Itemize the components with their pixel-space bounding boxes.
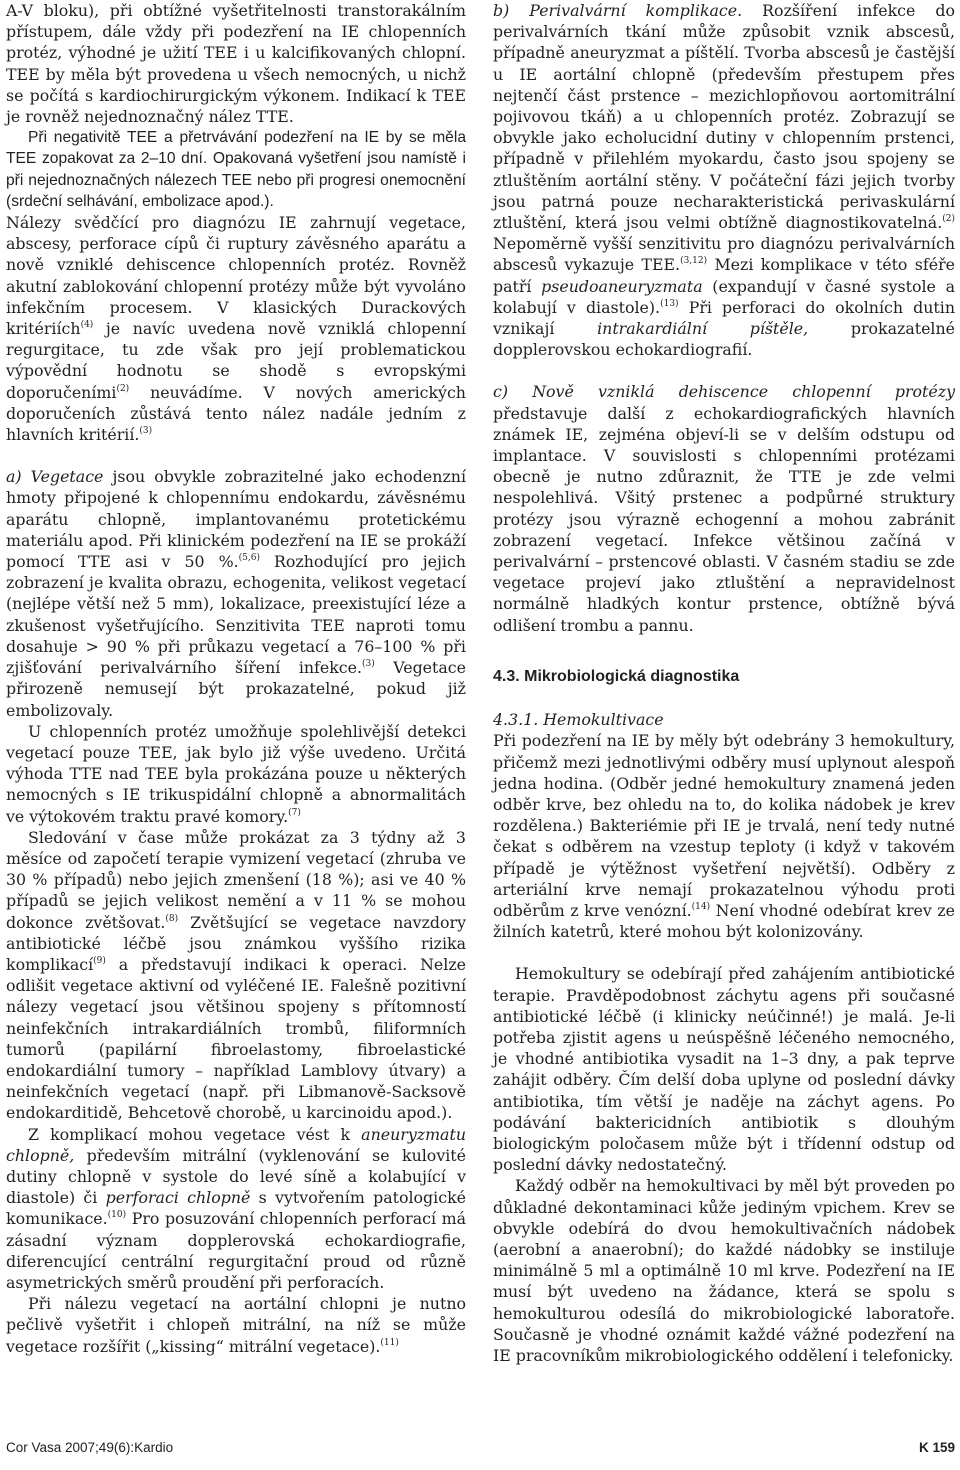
text: Vegetace přirozeně nemusejí být prokazatelné, pokud již embolizovaly.	[6, 658, 466, 720]
citation: (9)	[93, 955, 106, 966]
text: Každý odběr na hemokultivaci by měl být proveden po důkladné dekontaminaci kůže jediným vpichem. Krev se obvykle odebírá do dvou hemokultivačních nádobek (aerobní a anaerobní); do každé nádobky se instiluje minimálně 5 ml a optimálně 10 ml krve. Podezření na IE musí být uvedeno na žádance, která se spolu s hemokulturou odesílá do mikrobiologické laboratoře. Současně je vhodné oznámit každé vážné podezření na IE pracovníkům mikrobiologického oddělení i telefonicky.	[493, 1176, 955, 1365]
section-label: c) Nově vzniklá dehiscence chlopenní protézy	[493, 382, 955, 402]
page-number: K 159	[918, 1440, 955, 1455]
text: Mezi komplikace v této sféře patří	[493, 255, 956, 296]
citation: (11)	[380, 1337, 399, 1348]
emphasis: perforaci chlopně	[105, 1188, 251, 1208]
paragraph	[493, 1175, 955, 1366]
left-column	[6, 0, 466, 1357]
paragraph	[6, 127, 466, 212]
paragraph	[493, 381, 955, 635]
paragraph	[6, 1124, 466, 1294]
emphasis: pseudoaneuryzmata	[541, 276, 703, 296]
text: představuje další z echokardiografických hlavních známek IE, zejména objeví-li se v delším odstupu od implantace. V souvislosti s chlopenními protézami obecně je nutno zdůraznit, že TTE je zde velmi nespolehlivá. Všitý prstenec a podpůrné struktury protézy jsou výrazně echogenní a mohou zabránit zobrazení vegetací. Infekce většinou začíná v perivalvární – prstencové oblasti. V časném stadiu se zde vegetace projeví jako ztluštění a nepravidelnost normálně hladkých kontur prstence, obtížně bývá odlišení trombu a pannu.	[493, 403, 955, 635]
paragraph	[493, 730, 955, 942]
paragraph	[493, 963, 955, 1175]
paragraph	[6, 827, 466, 1124]
text: Při nálezu vegetací na aortální chlopni je nutno pečlivě vyšetřit i chlopeň mitrální, na níž se může vegetace rozšířit („kissing“ mitrální vegetace).	[6, 1294, 466, 1356]
text: (expandují v časné systole a kolabují v diastole).	[493, 276, 955, 317]
citation: (5,6)	[238, 553, 260, 564]
text: jsou obvykle zobrazitelné jako echodenzní hmoty připojené k chlopennímu endokardu, závěsnému aparátu chlopně, implantovanému protetickému materiálu apod. Při klinickém podezření na IE se prokáží pomocí TTE asi v 50 %.	[6, 467, 466, 572]
subsection-heading: 4.3.1. Hemokultivace	[493, 710, 664, 730]
paragraph	[6, 1293, 466, 1357]
text: a představují indikaci k operaci. Nelze odlišit vegetace aktivní od vyléčené IE. Falešně pozitivní nálezy vegetací jsou většinou spojeny s přítomností neinfekčních intrakardiálních trombů, filiformních tumorů (papilární fibroelastomy, fibroelastické endokardiální tumory – například Lamblovy útvary) a neinfekčních vegetací (např. při Libmanově-Sacksově endokarditidě, Behcetově chorobě, u karcinoidu apod.).	[6, 954, 466, 1123]
page-footer	[6, 1440, 955, 1460]
section-label: a) Vegetace	[6, 467, 104, 487]
text: Rozhodující pro jejich zobrazení je kvalita obrazu, echogenita, velikost vegetací (nejlépe větší než 5 mm), lokalizace, preexistující léze a zkušenost vyšetřujícího. Senzitivita TEE naproti tomu dosahuje > 90 % při průkazu vegetací a 76–100 % při zjišťování perivalvárního šíření infekce.	[6, 552, 466, 678]
text: Zvětšující se vegetace navzdory antibiotické léčbě jsou známkou vyššího rizika komplikací	[6, 912, 467, 974]
text: je navíc uvedena nově vzniklá chlopenní regurgitace, tu zde však pro její problematickou výpovědní hodnotu se shodě s evropskými doporučeními	[6, 319, 466, 402]
text: Nálezy svědčící pro diagnózu IE zahrnují vegetace, abscesy, perforace cípů či ruptury závěsného aparátu a nově vzniklé dehiscence chlopenních protéz. Rovněž akutní zablokování chlopenní protézy může být vyvoláno infekčním procesem. V klasických Durackových kritériích	[6, 213, 466, 339]
text: Sledování v čase může prokázat za 3 týdny až 3 měsíce od započetí terapie vymizení vegetací (zhruba ve 30 % případů) nebo jejich zmenšení (18 %); asi ve 40 % případů se jejich velikost nemění a v 11 % se mohou dokonce zvětšovat.	[6, 827, 466, 932]
citation: (3)	[139, 426, 153, 437]
citation: (4)	[80, 320, 94, 331]
text: Při negativitě TEE a přetrvávání podezření na IE by se měla TEE zopakovat za 2–10 dní. Opakovaná vyšetření jsou namístě i při nejednoznačných nálezech TEE nebo při progresi onemocnění (srdeční selhávání, embolizace apod.).	[6, 129, 466, 210]
section-label: b) Perivalvární komplikace.	[493, 1, 743, 20]
citation: (2)	[942, 214, 955, 225]
citation: (3,12)	[680, 256, 708, 267]
text: Rozšíření infekce do perivalvárních tkání může způsobit vznik abscesů, případně aneuryzmat a píštělí. Tvorba abscesů je častější u IE aortální chlopně (především přestupem přes nejtenčí část prstence – mezichlopňovou aortomitrální pojivovou tkáň) a u chlopenních protéz. Zobrazují se obvykle jako echolucidní dutiny v chlopenním prstenci, případně v přilehlém myokardu, často jsou spojeny se ztluštěním aortální stěny. V počáteční fázi jejich tvorby jsou patrná pouze necharakteristická perivaskulární ztluštění, která jsou velmi obtížně diagnostikovatelná.	[493, 1, 955, 233]
text: Při podezření na IE by měly být odebrány 3 hemokultury, přičemž mezi jednotlivými odběry musí uplynout alespoň jedna hodina. (Odběr jedné hemokultury znamená jeden odběr krve, bez ohledu na to, do kolika nádobek je krev rozdělena.) Bakteriémie při IE je trvalá, není tedy nutné čekat s odběrem na vzestup teploty (i když v takovém případě je výtěžnost vyšetření největší). Odběry z arteriální krve nemají prokazatelnou výhodu proti odběrům z krve venózní.	[493, 731, 955, 920]
paragraph	[6, 466, 466, 720]
paragraph	[6, 721, 466, 827]
emphasis: aneuryzmatu chlopně,	[6, 1124, 466, 1165]
citation: (14)	[691, 901, 711, 912]
citation: (10)	[107, 1210, 127, 1221]
text: Pro posuzování chlopenních perforací má zásadní význam dopplerovská echokardiografie, diferencující centrální regurgitační proud od různě asymetrických směrů proudění při perforacích.	[6, 1209, 466, 1292]
journal-citation: Cor Vasa 2007;49(6):Kardio	[6, 1440, 174, 1455]
paragraph	[6, 0, 466, 127]
text: především mitrální (vyklenování se kulovité dutiny chlopně v systole do levé síně a kolabující v diastole) či	[6, 1145, 466, 1208]
text: Hemokultury se odebírají před zahájením antibiotické terapie. Pravděpodobnost záchytu agens při současné antibiotické léčbě (i klinicky neúčinné!) je malá. Je-li potřeba zjistit agens u neúspěšně léčeného nemocného, je vhodné antibiotika vysadit na 1–3 dny, a pak teprve zahájit odběry. Čím delší doba uplyne od poslední dávky antibiotika, tím větší je naděje na záchyt agens. Po podávání baktericidních antibiotik s dlouhým biologickým poločasem může být i třídenní odstup od poslední dávky nedostatečný.	[493, 964, 955, 1175]
text: Není vhodné odebírat krev ze žilních katetrů, které mohou být kolonizovány.	[493, 900, 955, 942]
citation: (7)	[288, 807, 301, 818]
text: neuvádíme. V nových amerických doporučeních zůstává tento nález nadále jedním z hlavních kritérií.	[6, 382, 466, 445]
paragraph	[493, 0, 955, 360]
right-column	[493, 0, 955, 1366]
text: s vytvořením patologické komunikace.	[6, 1188, 466, 1229]
paragraph	[6, 212, 466, 445]
section-heading: 4.3. Mikrobiologická diagnostika	[493, 667, 740, 685]
emphasis: intrakardiální píštěle,	[597, 319, 809, 339]
text: A-V bloku), při obtížné vyšetřitelnosti transtorakálním přístupem, dále vždy při podezření na IE chlopenních protéz, výhodné je užití TEE i u kalcifikovaných chlopní. TEE by měla být provedena u všech nemocných, u nichž se počítá s kardiochirurgickým výkonem. Indikací k TEE je rovněž nejednoznačný nález TTE.	[6, 1, 466, 127]
citation: (8)	[165, 913, 179, 924]
text: Při perforaci do okolních dutin vznikají	[493, 297, 956, 339]
text: Z komplikací mohou vegetace vést k	[28, 1124, 362, 1144]
citation: (3)	[362, 659, 375, 670]
citation: (2)	[116, 383, 130, 394]
text: prokazatelné dopplerovskou echokardiografií.	[493, 319, 956, 360]
text: Nepoměrně vyšší senzitivitu pro diagnózu perivalvárních abscesů vykazuje TEE.	[493, 234, 955, 275]
citation: (13)	[660, 298, 679, 309]
text: U chlopenních protéz umožňuje spolehlivější detekci vegetací pouze TEE, jak bylo již výše uvedeno. Určitá výhoda TTE nad TEE byla prokázána pouze u některých nemocných s IE trikuspidální chlopně a abnormalitách ve výtokovém traktu pravé komory.	[6, 721, 466, 826]
